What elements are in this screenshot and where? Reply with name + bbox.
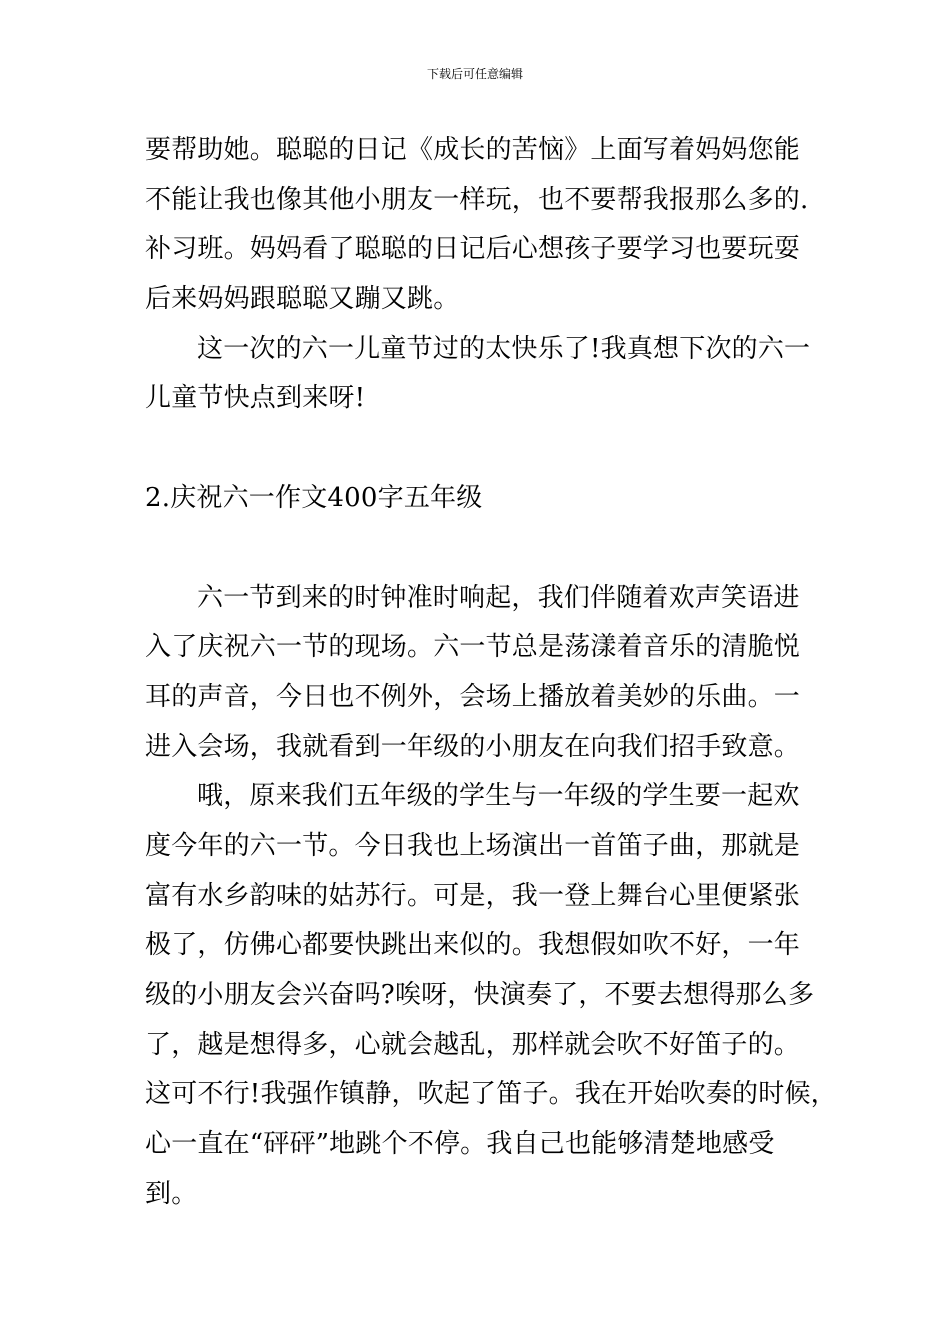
paragraph-3-line-2: 入了庆祝六一节的现场。六一节总是荡漾着音乐的清脆悦	[145, 632, 801, 662]
section-heading: 2.庆祝六一作文400字五年级	[145, 483, 483, 513]
paragraph-3-line-1: 六一节到来的时钟准时响起，我们伴随着欢声笑语进	[197, 583, 800, 613]
paragraph-4-line-8: 心一直在“砰砰”地跳个不停。我自己也能够清楚地感受	[145, 1129, 775, 1159]
paragraph-4-line-2: 度今年的六一节。今日我也上场演出一首笛子曲，那就是	[145, 831, 801, 861]
paragraph-3-line-4: 进入会场，我就看到一年级的小朋友在向我们招手致意。	[145, 732, 801, 762]
paragraph-1-line-1: 要帮助她。聪聪的日记《成长的苦恼》上面写着妈妈您能	[145, 135, 801, 165]
paragraph-4-line-7: 这可不行!我强作镇静，吹起了笛子。我在开始吹奏的时候，	[145, 1079, 837, 1109]
paragraph-4-line-1: 哦，原来我们五年级的学生与一年级的学生要一起欢	[197, 781, 800, 811]
paragraph-1-line-4: 后来妈妈跟聪聪又蹦又跳。	[145, 284, 460, 314]
paragraph-4-line-3: 富有水乡韵味的姑苏行。可是，我一登上舞台心里便紧张	[145, 881, 801, 911]
paragraph-4-line-6: 了，越是想得多，心就会越乱，那样就会吹不好笛子的。	[145, 1030, 801, 1060]
paragraph-1-line-3: 补习班。妈妈看了聪聪的日记后心想孩子要学习也要玩耍	[145, 234, 801, 264]
paragraph-1-line-2: 不能让我也像其他小朋友一样玩，也不要帮我报那么多的.	[145, 185, 809, 215]
header-note: 下载后可任意编辑	[426, 67, 523, 81]
paragraph-4-line-4: 极了，仿佛心都要快跳出来似的。我想假如吹不好，一年	[145, 930, 801, 960]
paragraph-2-line-1: 这一次的六一儿童节过的太快乐了!我真想下次的六一	[197, 334, 811, 364]
paragraph-3-line-3: 耳的声音，今日也不例外，会场上播放着美妙的乐曲。一	[145, 682, 801, 712]
paragraph-4-line-9: 到。	[145, 1179, 198, 1209]
paragraph-4-line-5: 级的小朋友会兴奋吗?唉呀，快演奏了，不要去想得那么多	[145, 980, 815, 1010]
paragraph-2-line-2: 儿童节快点到来呀!	[145, 383, 366, 413]
